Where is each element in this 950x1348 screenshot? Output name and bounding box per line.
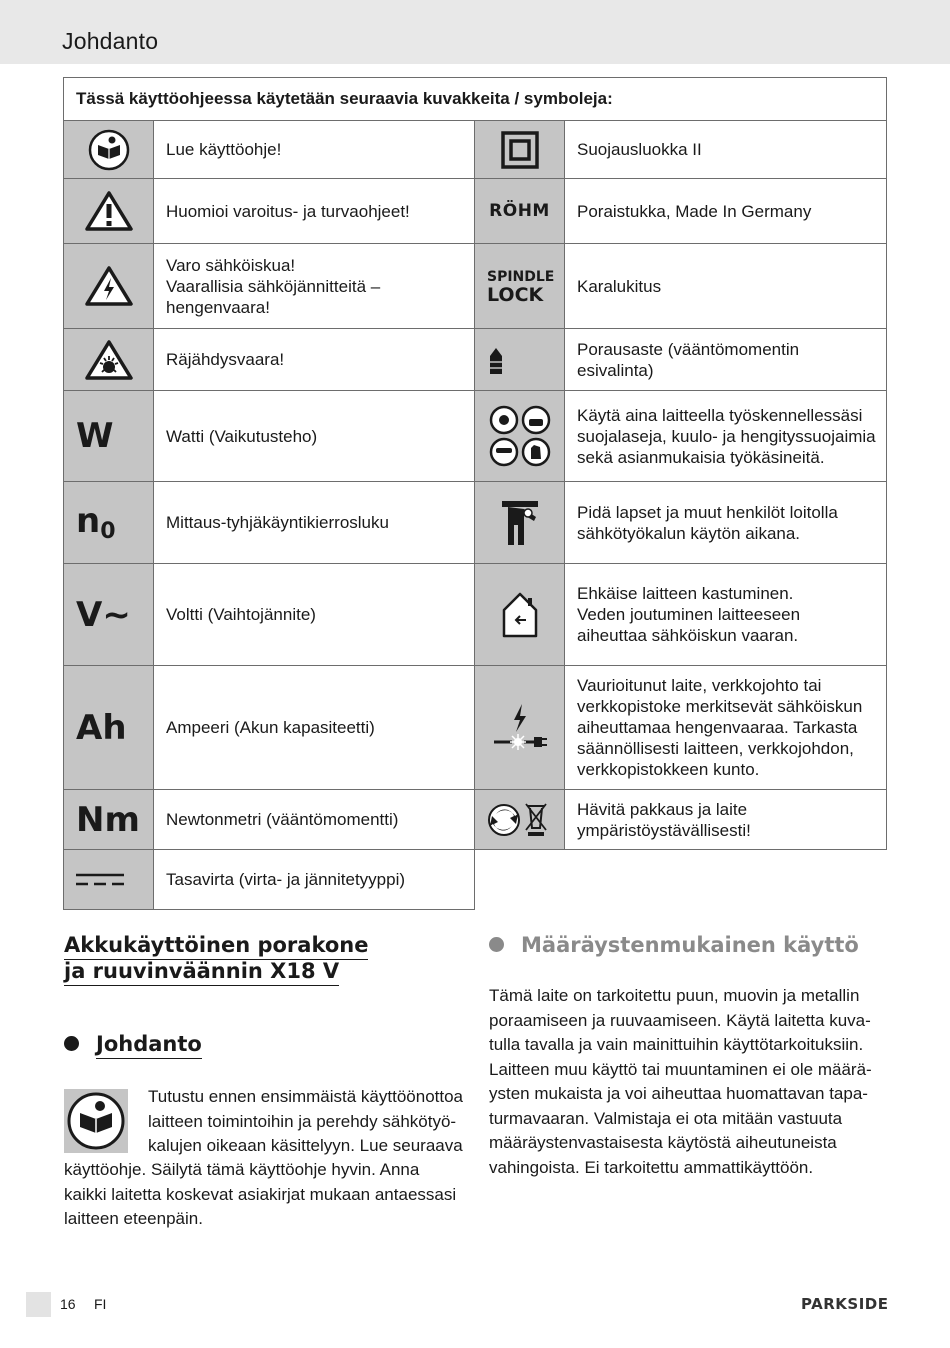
- read-manual-icon: [64, 121, 154, 179]
- n0-symbol: $n_0$: [64, 482, 154, 564]
- explosion-icon: [64, 329, 154, 391]
- usage-text: Tämä laite on tarkoitettu puun, muovin ja metallin poraamiseen ja ruuvaamiseen. Käytä laitetta kuva- tulla tavalla ja vain mainittuihin käyttötarkoituksiin. Laitteen muu käyttö tai muuntaminen ei ole määrä- ysten mukaista ja voi aiheuttaa huomattavan tapa- turmavaaran. Valmistaja ei ota mitään vastuuta määräystenvastaisesta käytöstä aiheutuneista vahingoista. Ei tarkoitettu ammattikäyttöön.: [489, 986, 872, 1177]
- table-row-text: Pidä lapset ja muut henkilöt loitolla sähkötyökalun käytön aikana.: [565, 482, 887, 564]
- intro-bullet: [64, 1036, 79, 1051]
- product-title: Akkukäyttöinen porakone ja ruuvinväännin X18 V: [64, 932, 368, 984]
- recycling-disposal-icon: [475, 790, 565, 850]
- usage-heading: Määräystenmukainen käyttö: [521, 933, 859, 957]
- table-row-text: Hävitä pakkaus ja laite ympäristöystävällisesti!: [565, 790, 887, 850]
- table-row-text: Vaurioitunut laite, verkkojohto tai verkkopistoke merkitsevät sähköiskun aiheuttamaa hengenvaaraa. Tarkasta säännöllisesti laitteen, verkkojohdon, verkkopistokkeen kunto.: [565, 666, 887, 790]
- ah-symbol: Ah: [64, 666, 154, 790]
- intro-text-wrapped: Tutustu ennen ensimmäistä käyttöönottoa laitteen toimintoihin ja perehdy sähkötyö- kalujen oikeaan käsittelyyn. Lue seuraava: [148, 1087, 463, 1155]
- volt-ac-symbol: V~: [64, 564, 154, 666]
- drill-setting-icon: [475, 329, 565, 391]
- table-row-text: Ehkäise laitteen kastuminen. Veden joutuminen laitteeseen aiheuttaa sähköiskun vaaran.: [565, 564, 887, 666]
- table-row-text: Lue käyttöohje!: [154, 121, 475, 179]
- direct-current-icon: [64, 850, 154, 910]
- table-caption: Tässä käyttöohjeessa käytetään seuraavia kuvakkeita / symboleja:: [64, 78, 887, 121]
- table-row-text: Porausaste (vääntömomentin esivalinta): [565, 329, 887, 391]
- table-row-text: Mittaus-tyhjäkäyntikierrosluku: [154, 482, 475, 564]
- page-number: 16: [60, 1296, 76, 1312]
- protective-equipment-icon: [475, 391, 565, 482]
- keep-children-away-icon: [475, 482, 565, 564]
- language-code: FI: [94, 1296, 107, 1312]
- table-row-text: Käytä aina laitteella työskennellessäsi suojalaseja, kuulo- ja hengityssuojaimia sekä asianmukaisia työkäsineitä.: [565, 391, 887, 482]
- table-row-text: Newtonmetri (vääntömomentti): [154, 790, 475, 850]
- page-title: Johdanto: [62, 28, 159, 54]
- intro-heading: Johdanto: [96, 1031, 202, 1057]
- damaged-cable-icon: [475, 666, 565, 790]
- symbols-table: [63, 77, 887, 910]
- table-row-text: Räjähdysvaara!: [154, 329, 475, 391]
- usage-bullet: [489, 937, 504, 952]
- table-row-text: Watti (Vaikutusteho): [154, 391, 475, 482]
- warning-triangle-icon: [64, 179, 154, 244]
- table-row-text: Tasavirta (virta- ja jännitetyyppi): [154, 850, 475, 910]
- nm-symbol: Nm: [64, 790, 154, 850]
- table-row-text: Varo sähköiskua! Vaarallisia sähköjännitteitä – hengenvaara!: [154, 244, 475, 329]
- rohm-logo: RÖHM: [475, 179, 565, 244]
- table-row-text: Poraistukka, Made In Germany: [565, 179, 887, 244]
- watt-symbol: W: [64, 391, 154, 482]
- table-row-text: Ampeeri (Akun kapasiteetti): [154, 666, 475, 790]
- brand-logo: PARKSIDE: [801, 1295, 889, 1313]
- intro-text-full: käyttöohje. Säilytä tämä käyttöohje hyvin. Anna kaikki laitetta koskevat asiakirjat mukaan antaessasi laitteen eteenpäin.: [64, 1160, 457, 1228]
- electric-shock-icon: [64, 244, 154, 329]
- protection-class-ii-icon: [475, 121, 565, 179]
- table-row-text: Voltti (Vaihtojännite): [154, 564, 475, 666]
- table-row-text: Karalukitus: [565, 244, 887, 329]
- footer-box: [26, 1292, 51, 1317]
- spindle-lock-logo: SPINDLE LOCK: [475, 244, 565, 329]
- table-row-text: Huomioi varoitus- ja turvaohjeet!: [154, 179, 475, 244]
- read-manual-icon: [64, 1089, 128, 1153]
- indoor-use-icon: [475, 564, 565, 666]
- table-row-text: Suojausluokka II: [565, 121, 887, 179]
